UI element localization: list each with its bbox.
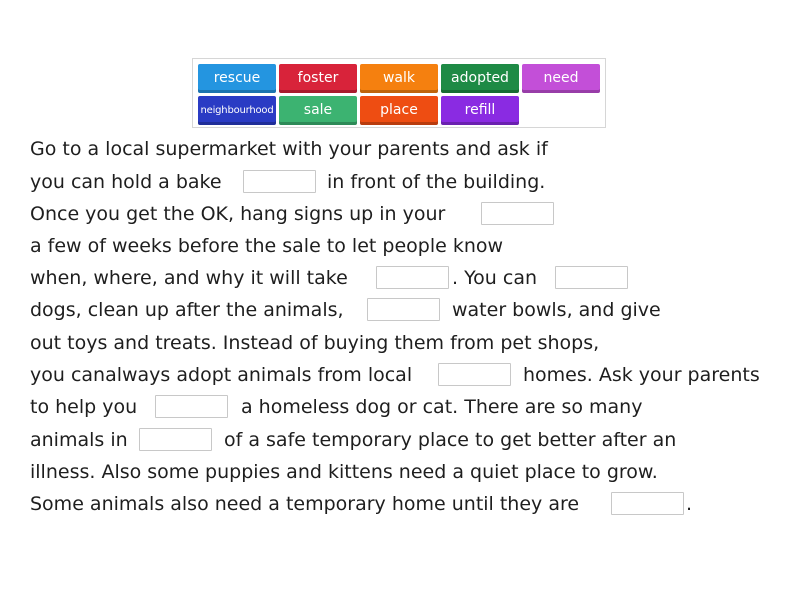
- word-tile-rescue[interactable]: rescue: [198, 64, 276, 93]
- text-segment: to help you: [30, 396, 138, 418]
- text-segment: Once you get the OK, hang signs up in your: [30, 203, 446, 225]
- text-segment: . You can: [452, 267, 537, 289]
- text-segment: when, where, and why it will take: [30, 267, 348, 289]
- text-segment: Some animals also need a temporary home until they are: [30, 493, 580, 515]
- word-tile-neighbourhood[interactable]: neighbourhood: [198, 96, 276, 125]
- answer-blank-3[interactable]: [376, 266, 449, 289]
- word-tile-walk[interactable]: walk: [360, 64, 438, 93]
- answer-blank-1[interactable]: [243, 170, 316, 193]
- text-line: out toys and treats. Instead of buying them from pet shops,: [30, 332, 600, 354]
- text-segment: dogs, clean up after the animals,: [30, 299, 344, 321]
- text-segment: of a safe temporary place to get better after an: [224, 429, 677, 451]
- text-segment: homes. Ask your parents: [523, 364, 760, 386]
- text-segment: .: [686, 493, 693, 515]
- text-segment: you can hold a bake: [30, 171, 222, 193]
- text-segment: you canalways adopt animals from local: [30, 364, 413, 386]
- text-line: a few of weeks before the sale to let people know: [30, 235, 504, 257]
- text-line: Go to a local supermarket with your parents and ask if: [30, 138, 548, 160]
- text-line: illness. Also some puppies and kittens need a quiet place to grow.: [30, 461, 658, 483]
- answer-blank-2[interactable]: [481, 202, 554, 225]
- text-segment: animals in: [30, 429, 128, 451]
- word-tile-foster[interactable]: foster: [279, 64, 357, 93]
- answer-blank-9[interactable]: [611, 492, 684, 515]
- answer-blank-6[interactable]: [438, 363, 511, 386]
- word-tile-adopted[interactable]: adopted: [441, 64, 519, 93]
- text-segment: a homeless dog or cat. There are so many: [241, 396, 643, 418]
- answer-blank-8[interactable]: [139, 428, 212, 451]
- word-tile-need[interactable]: need: [522, 64, 600, 93]
- text-segment: water bowls, and give: [452, 299, 661, 321]
- text-segment: in front of the building.: [327, 171, 546, 193]
- answer-blank-4[interactable]: [555, 266, 628, 289]
- answer-blank-5[interactable]: [367, 298, 440, 321]
- word-tile-place[interactable]: place: [360, 96, 438, 125]
- word-tile-sale[interactable]: sale: [279, 96, 357, 125]
- answer-blank-7[interactable]: [155, 395, 228, 418]
- word-tile-refill[interactable]: refill: [441, 96, 519, 125]
